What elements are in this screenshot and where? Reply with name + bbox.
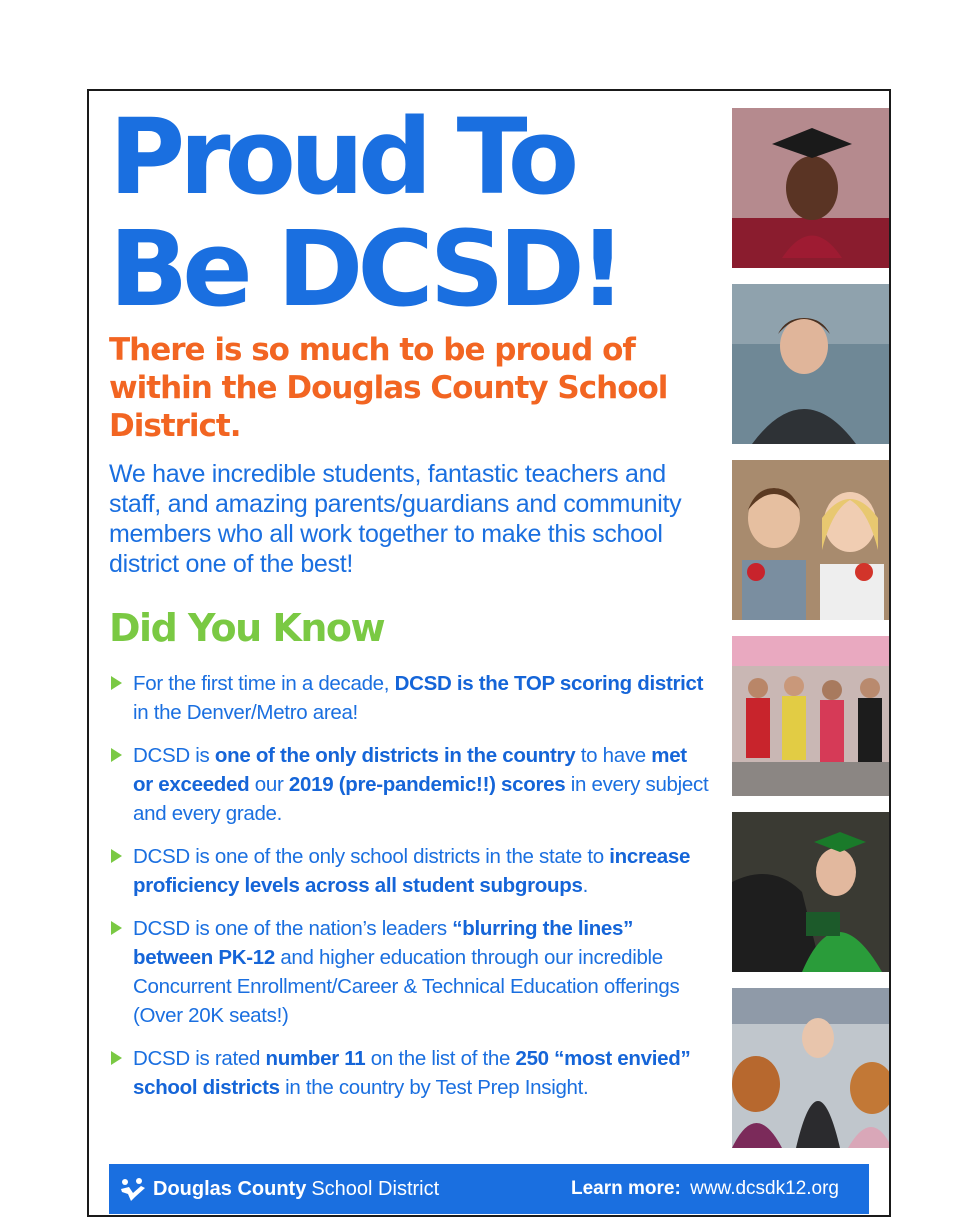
district-logo — [119, 1176, 439, 1202]
fact-text: For the first time in a decade, — [133, 672, 395, 695]
logo-bold-text: Douglas County — [153, 1178, 307, 1200]
fact-item — [109, 842, 709, 900]
did-you-know-heading: Did You Know — [109, 606, 385, 650]
fact-text: DCSD is rated — [133, 1047, 266, 1070]
intro-paragraph: We have incredible students, fantastic teachers and staff, and amazing parents/guardians and community members who all work together to make this school district one of the best! — [109, 460, 682, 578]
photo-classroom-boy — [732, 988, 891, 1148]
fact-highlight: met or exceeded — [133, 744, 687, 796]
poster-frame — [87, 89, 891, 1217]
photo-graduation-hug — [732, 812, 891, 972]
triangle-bullet-icon — [111, 921, 122, 935]
fact-text: our — [249, 773, 289, 796]
learn-more — [571, 1177, 839, 1201]
fact-highlight: “blurring the lines” between PK-12 — [133, 917, 634, 969]
triangle-bullet-icon — [111, 849, 122, 863]
fact-text: in the Denver/Metro area! — [133, 701, 358, 724]
logo-regular-text: School District — [311, 1178, 440, 1200]
fact-text: and higher education through our incredible Concurrent Enrollment/Career & Technical Education offerings (Over 20K seats!) — [133, 946, 680, 1027]
photo-kids-with-fruit — [732, 460, 891, 620]
title-line-2: Be DCSD! — [109, 208, 621, 330]
fact-item — [109, 669, 709, 727]
triangle-bullet-icon — [111, 1051, 122, 1065]
fact-text: in every subject and every grade. — [133, 773, 709, 825]
fact-text: on the list of the — [365, 1047, 516, 1070]
fact-highlight: increase proficiency levels across all student subgroups — [133, 845, 691, 897]
fact-highlight: number 11 — [265, 1047, 366, 1070]
title-line-1: Proud To — [109, 96, 574, 218]
photo-column — [732, 108, 891, 1164]
fact-text: DCSD is one of the only school districts in the state to — [133, 845, 610, 868]
photo-graduate — [732, 108, 891, 268]
fact-highlight: DCSD is the TOP scoring district — [394, 672, 704, 695]
fact-highlight: 2019 (pre-pandemic!!) scores — [288, 773, 566, 796]
footer-bar — [109, 1164, 869, 1214]
people-logo-icon — [119, 1177, 147, 1201]
fact-item — [109, 914, 709, 1030]
website-link[interactable]: www.dcsdk12.org — [690, 1178, 839, 1199]
triangle-bullet-icon — [111, 676, 122, 690]
fact-highlight: 250 “most envied” school districts — [133, 1047, 691, 1099]
poster-title — [109, 96, 621, 330]
fact-highlight: one of the only districts in the country — [214, 744, 576, 767]
fact-item — [109, 741, 709, 828]
fact-item — [109, 1044, 709, 1102]
poster-subtitle: There is so much to be proud of within the Douglas County School District. — [109, 332, 668, 444]
fact-text: to have — [575, 744, 652, 767]
fact-text: DCSD is — [133, 744, 215, 767]
learn-more-label: Learn more: — [571, 1178, 681, 1199]
facts-list — [109, 669, 709, 1116]
photo-students-group — [732, 636, 891, 796]
triangle-bullet-icon — [111, 748, 122, 762]
photo-student-smiling — [732, 284, 891, 444]
fact-text: DCSD is one of the nation’s leaders — [133, 917, 453, 940]
fact-text: in the country by Test Prep Insight. — [279, 1076, 589, 1099]
fact-text: . — [582, 874, 588, 897]
